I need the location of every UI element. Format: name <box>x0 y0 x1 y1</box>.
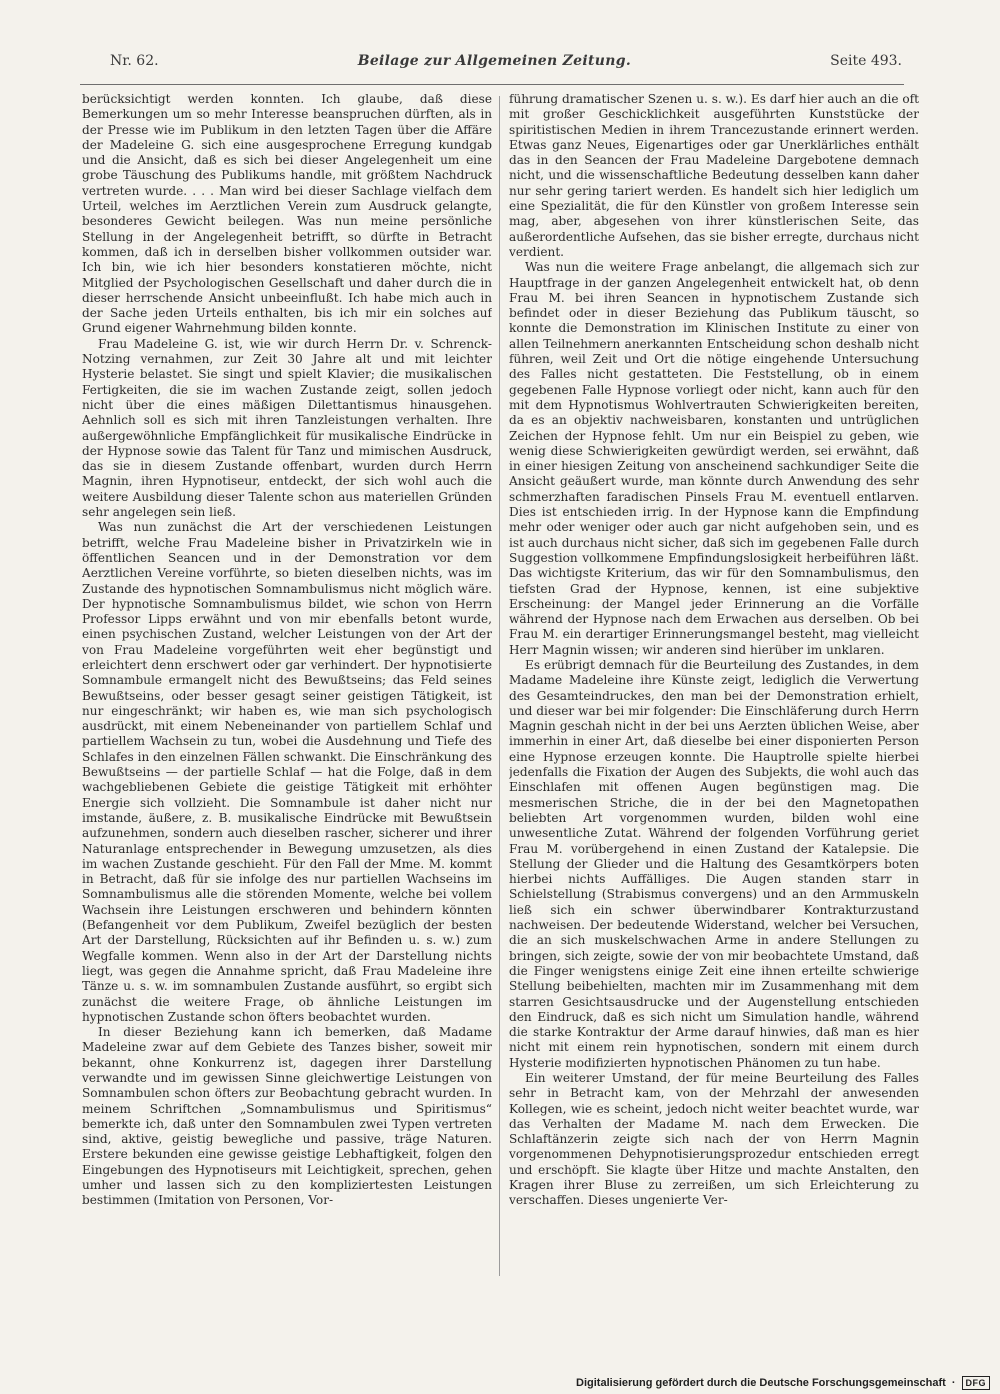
paragraph: führung dramatischer Szenen u. s. w.). Es darf hier auch an die oft mit großer Geschicklichkeit ausgeführten Kunststücke der spiritistischen Medien in ihrem Trancezustande erinnert werden. Etwas ganz Neues, Eigenartiges oder gar Unerklärliches enthält das in den Seancen der Frau Madeleine Dargebotene demnach nicht, und die wissenschaftliche Bedeutung desselben kann daher nur sehr gering tariert werden. Es handelt sich hier lediglich um eine Spezialität, die für den Künstler von großem Interesse sein mag, aber, abgesehen von ihrer künstlerischen Seite, das außerordentliche Aufsehen, das sie bisher erregte, durchaus nicht verdient. <box>509 92 919 259</box>
paragraph: Frau Madeleine G. ist, wie wir durch Herrn Dr. v. Schrenck-Notzing vernahmen, zur Zeit 30 Jahre alt und mit leichter Hysterie belastet. Sie singt und spielt Klavier; die musikalischen Fertigkeiten, die sie im wachen Zustande zeigt, sollen jedoch nicht über die eines mäßigen Dilettantismus hinausgehen. Aehnlich soll es sich mit ihren Tanzleistungen verhalten. Ihre außergewöhnliche Empfänglichkeit für musikalische Eindrücke in der Hypnose sowie das Talent für Tanz und mimischen Ausdruck, das sie in diesem Zustande offenbart, wurden durch Herrn Magnin, ihren Hypnotiseur, entdeckt, der sich wohl auch die weitere Ausbildung dieser Talente schon aus materiellen Gründen sehr angelegen sein ließ. <box>82 336 492 520</box>
issue-number: Nr. 62. <box>110 53 159 69</box>
paragraph: Ein weiterer Umstand, der für meine Beurteilung des Falles sehr in Betracht kam, von der Mehrzahl der anwesenden Kollegen, wie es scheint, jedoch nicht weiter beachtet wurde, war das Verhalten der Madame M. nach dem Erwecken. Die Schlaftänzerin zeigte sich nach der von Herrn Magnin vorgenommenen Dehypnotisierungsprozedur entschieden erregt und erschöpft. Sie klagte über Hitze und machte Anstalten, den Kragen ihrer Bluse zu zerreißen, um sich Erleichterung zu verschaffen. Dieses ungenierte Ver- <box>509 1071 919 1208</box>
header-rule <box>80 84 904 85</box>
left-column <box>82 92 492 1372</box>
paragraph: In dieser Beziehung kann ich bemerken, daß Madame Madeleine zwar auf dem Gebiete des Tanzes bisher, soweit mir bekannt, ohne Konkurrenz ist, dagegen ihrer Darstellung verwandte und im gewissen Sinne gleichwertige Leistungen von Somnambulen schon öfters zur Beobachtung gebracht wurden. In meinem Schriftchen „Somnambulismus und Spiritismus“ bemerkte ich, daß unter den Somnambulen zwei Typen vertreten sind, aktive, geistig bewegliche und passive, träge Naturen. Erstere bekunden eine gewisse geistige Lebhaftigkeit, folgen den Eingebungen des Hypnotiseurs mit Leichtigkeit, sprechen, gehen umher und lassen sich zu den kompliziertesten Leistungen bestimmen (Imitation von Personen, Vor- <box>82 1025 492 1208</box>
digitization-footer: Digitalisierung gefördert durch die Deutsche Forschungsgemeinschaft · DFG <box>576 1376 990 1390</box>
paragraph: berücksichtigt werden konnten. Ich glaube, daß diese Bemerkungen um so mehr Interesse beanspruchen dürften, als in der Presse wie im Publikum in den letzten Tagen über die Affäre der Madeleine G. sich eine ausgesprochene Erregung kundgab und die Ansicht, daß es sich bei dieser Angelegenheit um eine grobe Täuschung des Publikums handle, mit größtem Nachdruck vertreten wurde. . . . Man wird bei dieser Sachlage vielfach dem Urteil, welches im Aerztlichen Verein zum Ausdruck gelangte, besonderes Gewicht beilegen. Was nun meine persönliche Stellung in der Angelegenheit betrifft, so dürfte in Betracht kommen, daß ich in derselben bisher vollkommen outsider war. Ich bin, wie ich hier besonders konstatieren möchte, nicht Mitglied der Psychologischen Gesellschaft und daher durch die in dieser herrschende Ansicht unbeeinflußt. Ich habe mich auch in der Sache jeden Urteils enthalten, bis ich mir ein solches auf Grund eigener Wahrnehmung bilden konnte. <box>82 92 492 336</box>
page-header <box>110 50 902 72</box>
dfg-logo: DFG <box>962 1376 991 1390</box>
right-column <box>509 92 919 1372</box>
paragraph: Was nun die weitere Frage anbelangt, die allgemach sich zur Hauptfrage in der ganzen Angelegenheit entwickelt hat, ob denn Frau M. bei ihren Seancen in hypnotischem Zustande sich befindet oder in dieser Beziehung das Publikum täuscht, so konnte die Demonstration im Klinischen Institute zu einer von allen Teilnehmern anerkannten Entscheidung schon deshalb nicht führen, weil Zeit und Ort die nötige eingehende Untersuchung des Falles nicht gestatteten. Die Feststellung, ob in einem gegebenen Falle Hypnose vorliegt oder nicht, kann auch für den mit dem Hypnotismus Wohlvertrauten Schwierigkeiten bereiten, da es an objektiv nachweisbaren, konstanten und untrüglichen Zeichen der Hypnose fehlt. Um nur ein Beispiel zu geben, wie wenig diese Schwierigkeiten gewürdigt werden, sei erwähnt, daß in einer hiesigen Zeitung von anscheinend sachkundiger Seite die Ansicht geäußert wurde, man könnte durch Anwendung des sehr schmerzhaften faradischen Pinsels Frau M. eventuell entlarven. Dies ist entschieden irrig. In der Hypnose kann die Empfindung mehr oder weniger oder auch gar nicht aufgehoben sein, und es ist auch durchaus nicht sicher, daß sich im gegebenen Falle durch Suggestion vollkommene Empfindungslosigkeit herbeiführen läßt. Das wichtigste Kriterium, das wir für den Somnambulismus, den tiefsten Grad der Hypnose, kennen, ist eine subjektive Erscheinung: der Mangel jeder Erinnerung an die Vorfälle während der Hypnose nach dem Erwachen aus derselben. Ob bei Frau M. ein derartiger Erinnerungsmangel besteht, mag vielleicht Herr Magnin wissen; wir anderen sind hierüber im unklaren. <box>509 260 919 657</box>
paragraph: Was nun zunächst die Art der verschiedenen Leistungen betrifft, welche Frau Madeleine bisher in Privatzirkeln wie in öffentlichen Seancen und in der Demonstration vor dem Aerztlichen Vereine vorführte, so bieten dieselben nichts, was im Zustande des hypnotischen Somnambulismus nicht möglich wäre. Der hypnotische Somnambulismus bildet, wie schon von Herrn Professor Lipps erwähnt und von mir ebenfalls betont wurde, einen psychischen Zustand, welcher Leistungen von der Art der von Frau Madeleine vorgeführten weit eher begünstigt und erleichtert denn erschwert oder gar verhindert. Der hypnotisierte Somnambule ermangelt nicht des Bewußtseins; das Feld seines Bewußtseins, oder besser gesagt seiner geistigen Tätigkeit, ist nur eingeschränkt; wir haben es, wie man sich psychologisch ausdrückt, mit einem Nebeneinander von partiellem Schlaf und partiellem Wachsein zu tun, wobei die Ausdehnung und Tiefe des Schlafes in den einzelnen Fällen schwankt. Die Einschränkung des Bewußtseins — der partielle Schlaf — hat die Folge, daß in dem wachgebliebenen Gebiete die geistige Tätigkeit mit erhöhter Energie sich vollzieht. Die Somnambule ist daher nicht nur imstande, äußere, z. B. musikalische Eindrücke mit Bewußtsein aufzunehmen, sondern auch dieselben rascher, sicherer und ihrer Naturanlage entsprechender in Bewegung umzusetzen, als dies im wachen Zustande geschieht. Für den Fall der Mme. M. kommt in Betracht, daß für sie infolge des nur partiellen Wachseins im Somnambulismus alle die störenden Momente, welche bei vollem Wachsein ihre Leistungen erschweren und behindern könnten (Befangenheit vor dem Publikum, Zweifel bezüglich der besten Art der Darstellung, Rücksichten auf ihr Befinden u. s. w.) zum Wegfalle kommen. Wenn also in der Art der Darstellung nichts liegt, was gegen die Annahme spricht, daß Frau Madeleine ihre Tänze u. s. w. im somnambulen Zustande ausführt, so ergibt sich zunächst die weitere Frage, ob ähnliche Leistungen im hypnotischen Zustande schon öfters beobachtet wurden. <box>82 520 492 1024</box>
paragraph: Es erübrigt demnach für die Beurteilung des Zustandes, in dem Madame Madeleine ihre Künste zeigt, lediglich die Verwertung des Gesamteindruckes, den man bei der Demonstration erhielt, und dieser war bei mir folgender: Die Einschläferung durch Herrn Magnin geschah nicht in der bei uns Aerzten üblichen Weise, aber immerhin in einer Art, daß dieselbe bei einer disponierten Person eine Hypnose erzeugen konnte. Die Hauptrolle spielte hierbei jedenfalls die Fixation der Augen des Subjekts, die wohl auch das Einschlafen mit offenen Augen begünstigen mag. Die mesmerischen Striche, die in der bei den Magnetopathen beliebten Art vorgenommen wurden, bilden wohl eine unwesentliche Zutat. Während der folgenden Vorführung geriet Frau M. vorübergehend in einen Zustand der Katalepsie. Die Stellung der Glieder und die Haltung des Gesamtkörpers boten hierbei nichts Auffälliges. Die Augen standen starr in Schielstellung (Strabismus convergens) und an den Armmuskeln ließ sich ein schwer überwindbarer Kontrakturzustand nachweisen. Der bedeutende Widerstand, welcher bei Versuchen, die an sich muskelschwachen Arme in andere Stellungen zu bringen, sich zeigte, sowie der von mir beobachtete Umstand, daß die Finger wenigstens einige Zeit eine ihnen erteilte schwierige Stellung beibehielten, machten mir im Zusammenhang mit dem starren Gesichtsausdrucke und der Augenstellung entschieden den Eindruck, daß es sich nicht um Simulation handle, während die starke Kontraktur der Arme darauf hinwies, daß man es hier nicht mit einem rein hypnotischen, sondern mit einem durch Hysterie modifizierten hypnotischen Phänomen zu tun habe. <box>509 657 919 1070</box>
column-divider <box>499 96 500 1276</box>
supplement-title: Beilage zur Allgemeinen Zeitung. <box>357 53 631 69</box>
page-number: Seite 493. <box>830 53 902 69</box>
footer-text: Digitalisierung gefördert durch die Deutsche Forschungsgemeinschaft <box>576 1377 946 1389</box>
